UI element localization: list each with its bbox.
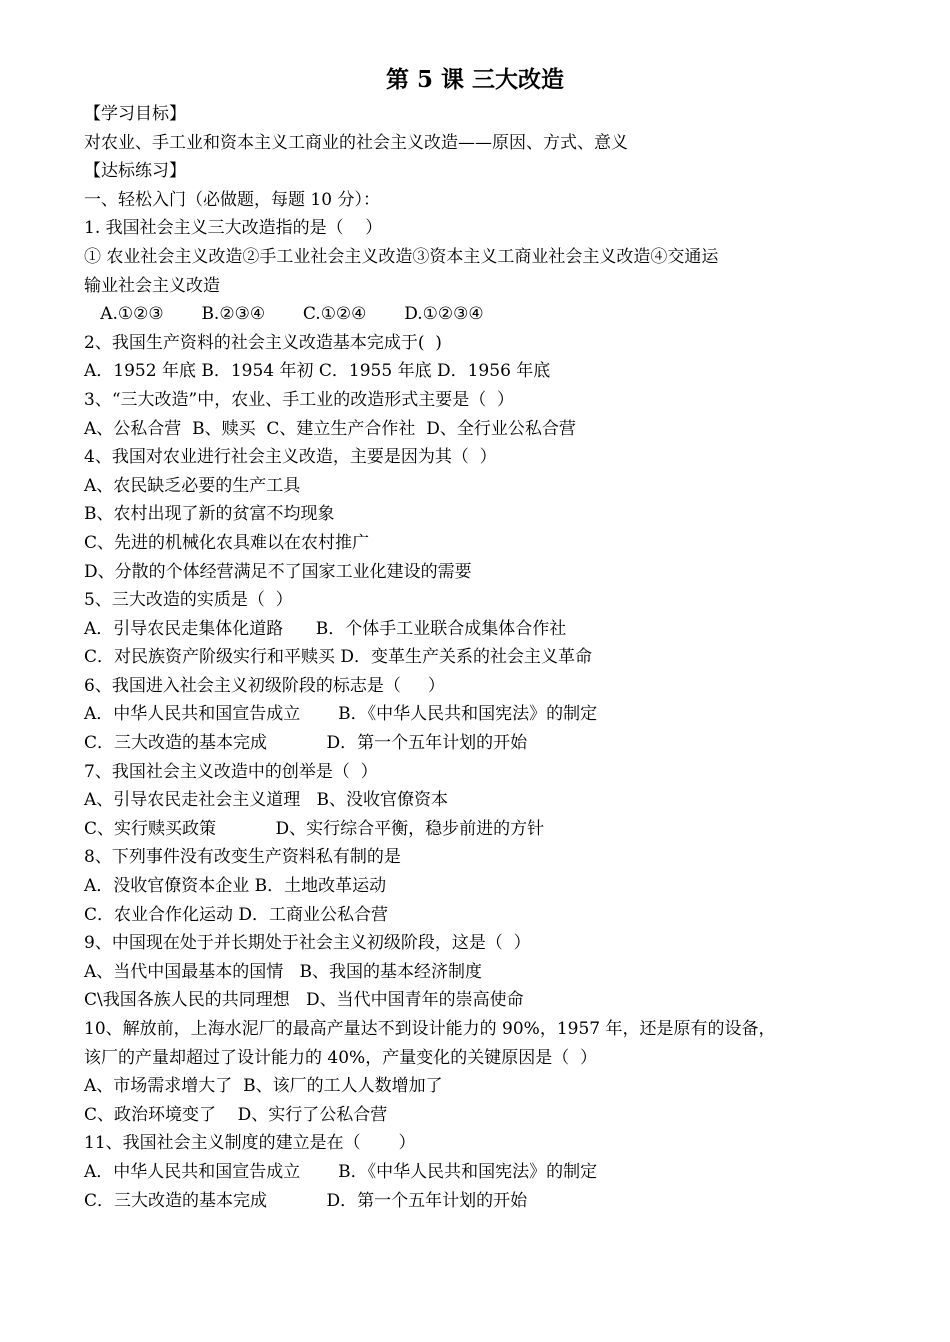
text-line: A、引导农民走社会主义道理 B、没收官僚资本 [84,790,448,811]
text-line: A．1952 年底 B．1954 年初 C．1955 年底 D．1956 年底 [84,361,551,382]
text-line: 输业社会主义改造 [84,275,220,296]
text-line: 该厂的产量却超过了设计能力的 40%，产量变化的关键原因是（ ） [84,1047,597,1068]
text-line: 11、我国社会主义制度的建立是在（ ） [84,1133,416,1154]
text-line: C、政治环境变了 D、实行了公私合营 [84,1104,388,1125]
text-line: 3、“三大改造”中，农业、手工业的改造形式主要是（ ） [84,389,515,410]
text-line: A、市场需求增大了 B、该厂的工人人数增加了 [84,1076,443,1097]
text-line: 一、轻松入门（必做题，每题 10 分）： [84,189,380,210]
text-line: A．引导农民走集体化道路 B．个体手工业联合成集体合作社 [84,618,567,639]
lesson-title: 第 5 课 三大改造 [385,66,565,93]
text-line: A、公私合营 B、赎买 C、建立生产合作社 D、全行业公私合营 [84,418,576,439]
text-line: 2、我国生产资料的社会主义改造基本完成于( ) [84,332,442,353]
text-line: 9、中国现在处于并长期处于社会主义初级阶段，这是（ ） [84,933,531,954]
text-line: 5、三大改造的实质是（ ） [84,590,293,611]
text-line: A、农民缺乏必要的生产工具 [84,475,301,496]
text-line: C\我国各族人民的共同理想 D、当代中国青年的崇高使命 [84,990,524,1011]
text-line: A．没收官僚资本企业 B．土地改革运动 [84,876,387,897]
text-line: 对农业、手工业和资本主义工商业的社会主义改造——原因、方式、意义 [84,132,628,153]
text-line: C．对民族资产阶级实行和平赎买 D．变革生产关系的社会主义革命 [84,647,593,668]
text-line: 【学习目标】 [84,104,186,124]
text-line: A．中华人民共和国宣告成立 B．《中华人民共和国宪法》的制定 [84,1161,598,1182]
text-line: 7、我国社会主义改造中的创举是（ ） [84,761,378,782]
text-line: C、实行赎买政策 D、实行综合平衡，稳步前进的方针 [84,818,545,839]
text-line: 6、我国进入社会主义初级阶段的标志是（ ） [84,675,445,696]
text-line: B、农村出现了新的贫富不均现象 [84,504,335,525]
text-line: 8、下列事件没有改变生产资料私有制的是 [84,847,401,868]
text-line: 10、解放前，上海水泥厂的最高产量达不到设计能力的 90%，1957 年，还是原有的设备， [84,1019,776,1039]
text-line: D、分散的个体经营满足不了国家工业化建设的需要 [84,561,472,582]
text-line: C．三大改造的基本完成 D．第一个五年计划的开始 [84,1190,528,1211]
document-body [84,100,830,1215]
text-line: 1. 我国社会主义三大改造指的是（ ） [84,218,383,239]
text-line: ① 农业社会主义改造②手工业社会主义改造③资本主义工商业社会主义改造④交通运 [84,246,719,267]
text-line: A.①②③ B.②③④ C.①②④ D.①②③④ [84,304,484,325]
text-line: 【达标练习】 [84,161,186,182]
text-line: A．中华人民共和国宣告成立 B．《中华人民共和国宪法》的制定 [84,704,598,725]
text-line: C、先进的机械化农具难以在农村推广 [84,532,370,553]
text-line: C．农业合作化运动 D．工商业公私合营 [84,904,389,925]
text-line: C．三大改造的基本完成 D．第一个五年计划的开始 [84,733,528,754]
text-line: 4、我国对农业进行社会主义改造，主要是因为其（ ） [84,447,497,468]
text-line: A、当代中国最基本的国情 B、我国的基本经济制度 [84,961,482,982]
